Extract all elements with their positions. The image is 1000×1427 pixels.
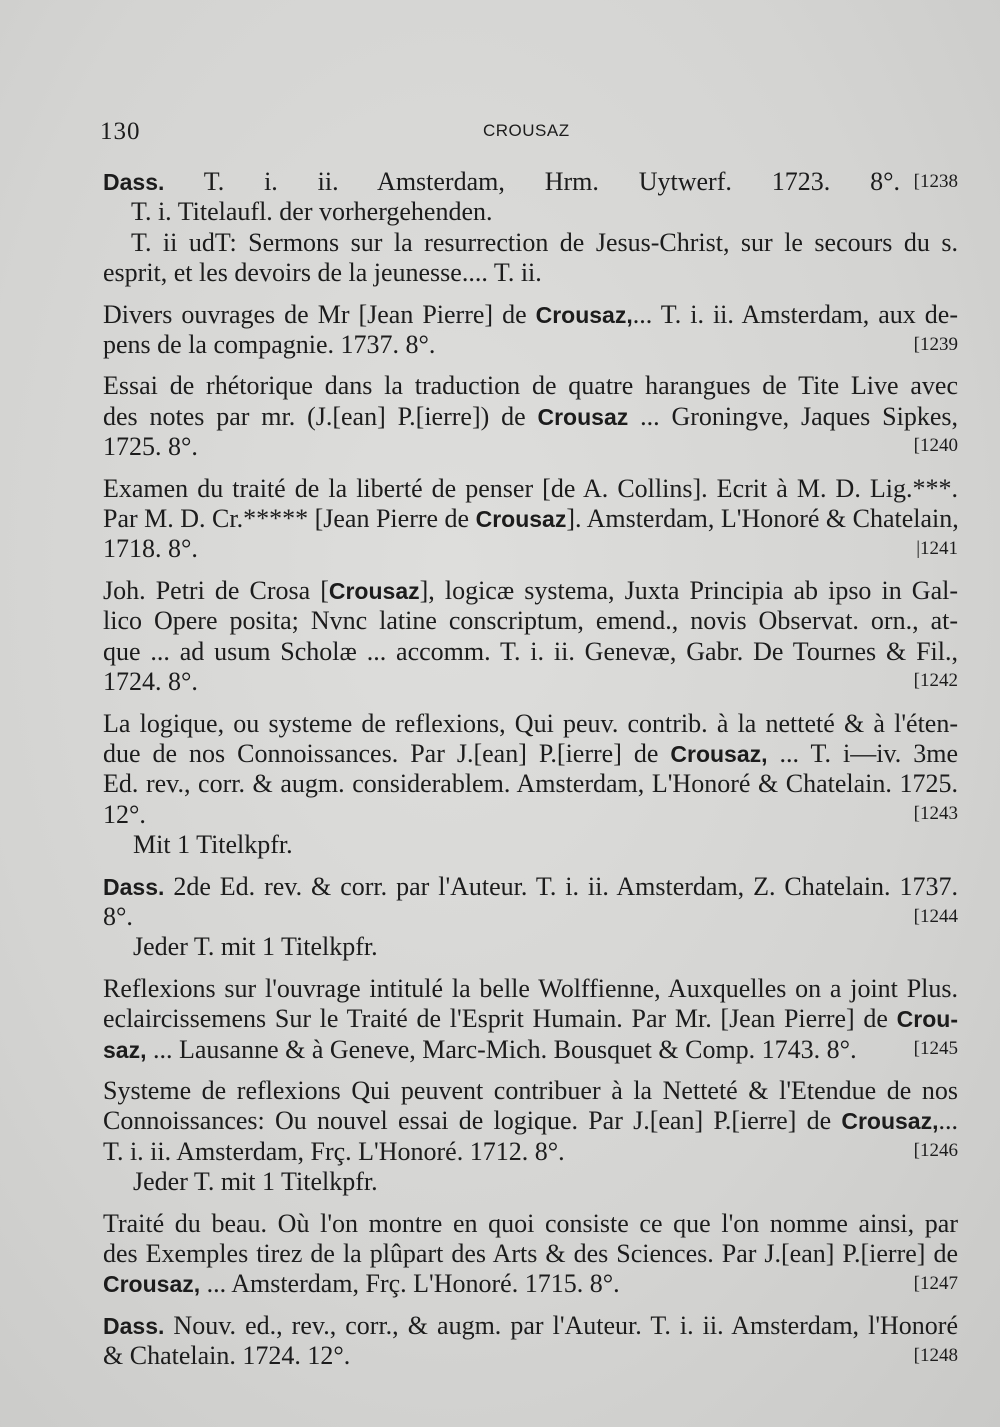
author-name: Crousaz, (841, 1108, 939, 1135)
entry-line: des notes par mr. (J.[ean] P.[ierre]) de Crousaz ... Groningve, Jaques Sipkes, (103, 401, 958, 431)
entry-line: Joh. Petri de Crosa [Crousaz], logicæ systema, Juxta Principia ab ipso in Gal- (103, 575, 958, 605)
entry-line: Dass. T. i. ii. Amsterdam, Hrm. Uytwerf. 1723. 8°. (103, 167, 900, 196)
entry-line: esprit, et les devoirs de la jeunesse.... T. ii. (103, 258, 542, 288)
entry-line: saz, ... Lausanne & à Geneve, Marc-Mich. Bousquet & Comp. 1743. 8°. (103, 1034, 857, 1064)
entry-line: Examen du traité de la liberté de penser [de A. Collins]. Ecrit à M. D. Lig.***. (103, 473, 958, 503)
dass-marker: Dass. (103, 873, 165, 900)
entry-line: Dass. 2de Ed. rev. & corr. par l'Auteur. T. i. ii. Amsterdam, Z. Chatelain. 1737. (103, 871, 958, 901)
entry-note: Mit 1 Titelkpfr. (133, 830, 293, 860)
entry-line: 12°. (103, 799, 146, 829)
entry-line: Connoissances: Ou nouvel essai de logique. Par J.[ean] P.[ierre] de Crousaz,... (103, 1106, 958, 1136)
entry-1242 (103, 576, 958, 698)
entry-line: due de nos Connoissances. Par J.[ean] P.[ierre] de Crousaz, ... T. i—iv. 3me (103, 738, 958, 768)
author-name: Crousaz, (670, 740, 768, 767)
entry-line: La logique, ou systeme de reflexions, Qui peuv. contrib. à la netteté & à l'éten- (103, 708, 958, 738)
page-header (100, 118, 955, 148)
entry-number: |1241 (916, 537, 958, 559)
entry-1240 (103, 371, 958, 462)
entry-line: 1718. 8°. (103, 534, 198, 564)
author-name: Crousaz (537, 403, 629, 430)
entry-note: Jeder T. mit 1 Titelkpfr. (133, 1167, 378, 1197)
entry-number: [1240 (913, 435, 958, 457)
entry-1248 (103, 1311, 958, 1372)
entry-line: & Chatelain. 1724. 12°. (103, 1341, 351, 1371)
running-head: CROUSAZ (483, 121, 570, 140)
entry-number: [1239 (913, 333, 958, 355)
entry-1245 (103, 974, 958, 1065)
entry-number: [1245 (913, 1037, 958, 1059)
entry-line: 8°. (103, 901, 133, 931)
entry-line: T. i. ii. Amsterdam, Frç. L'Honoré. 1712. 8°. (103, 1136, 565, 1166)
entry-line: Par M. D. Cr.***** [Jean Pierre de Crousaz]. Amsterdam, L'Honoré & Chatelain, (103, 504, 959, 534)
entry-number: [1244 (913, 905, 958, 927)
entry-line: Traité du beau. Où l'on montre en quoi consiste ce que l'on nomme ainsi, par (103, 1208, 958, 1238)
entry-line: eclaircissemens Sur le Traité de l'Esprit Humain. Par Mr. [Jean Pierre] de Crou- (103, 1004, 958, 1034)
entry-1246 (103, 1076, 958, 1198)
entry-number: [1247 (913, 1272, 958, 1294)
entry-line: que ... ad usum Scholæ ... accomm. T. i. ii. Genevæ, Gabr. De Tournes & Fil., (103, 636, 958, 666)
entry-line: lico Opere posita; Nvnc latine conscriptum, emend., novis Observat. orn., at- (103, 606, 958, 636)
entry-line: des Exemples tirez de la plûpart des Arts & des Sciences. Par J.[ean] P.[ierre] de (103, 1239, 958, 1268)
entry-line: T. ii udT: Sermons sur la resurrection de Jesus-Christ, sur le secours du s. (131, 227, 958, 257)
dass-marker: Dass. (103, 1312, 165, 1339)
dass-marker: Dass. (103, 169, 165, 195)
entry-line: Reflexions sur l'ouvrage intitulé la belle Wolffienne, Auxquelles on a joint Plus. (103, 973, 958, 1003)
entry-1243 (103, 709, 958, 861)
entry-1238 (103, 167, 958, 289)
page-number: 130 (100, 118, 141, 145)
entry-1244 (103, 872, 958, 963)
author-name: Crousaz (475, 506, 567, 533)
entry-line: Dass. Nouv. ed., rev., corr., & augm. par l'Auteur. T. i. ii. Amsterdam, l'Honoré (103, 1310, 958, 1340)
entry-1239 (103, 300, 958, 361)
author-name: Crou- (896, 1006, 958, 1033)
entry-number: [1238 (913, 171, 958, 192)
entry-number: [1248 (913, 1344, 958, 1366)
author-name: Crousaz, (103, 1271, 201, 1298)
entry-line: Systeme de reflexions Qui peuvent contribuer à la Netteté & l'Etendue de nos (103, 1075, 958, 1105)
entry-number: [1243 (913, 802, 958, 824)
entry-number: [1242 (913, 669, 958, 691)
entry-number: [1246 (913, 1139, 958, 1161)
entry-line: 1725. 8°. (103, 432, 198, 462)
entry-1247 (103, 1209, 958, 1300)
entry-line: Crousaz, ... Amsterdam, Frç. L'Honoré. 1715. 8°. (103, 1269, 620, 1299)
entry-1241 (103, 474, 958, 565)
entry-line: 1724. 8°. (103, 667, 198, 697)
bibliography-list (103, 167, 958, 1383)
entry-line: T. i. Titelaufl. der vorhergehenden. (131, 197, 493, 227)
entry-note: Jeder T. mit 1 Titelkpfr. (133, 932, 378, 962)
entry-line: Ed. rev., corr. & augm. considerablem. Amsterdam, L'Honoré & Chatelain. 1725. (103, 769, 958, 799)
entry-line: pens de la compagnie. 1737. 8°. (103, 330, 436, 360)
entry-line: Essai de rhétorique dans la traduction de quatre harangues de Tite Live avec (103, 371, 958, 401)
author-name: Crousaz (328, 577, 420, 604)
author-name: Crousaz, (535, 301, 633, 328)
author-name: saz, (103, 1036, 147, 1063)
entry-line: Divers ouvrages de Mr [Jean Pierre] de Crousaz,... T. i. ii. Amsterdam, aux de- (103, 299, 958, 329)
